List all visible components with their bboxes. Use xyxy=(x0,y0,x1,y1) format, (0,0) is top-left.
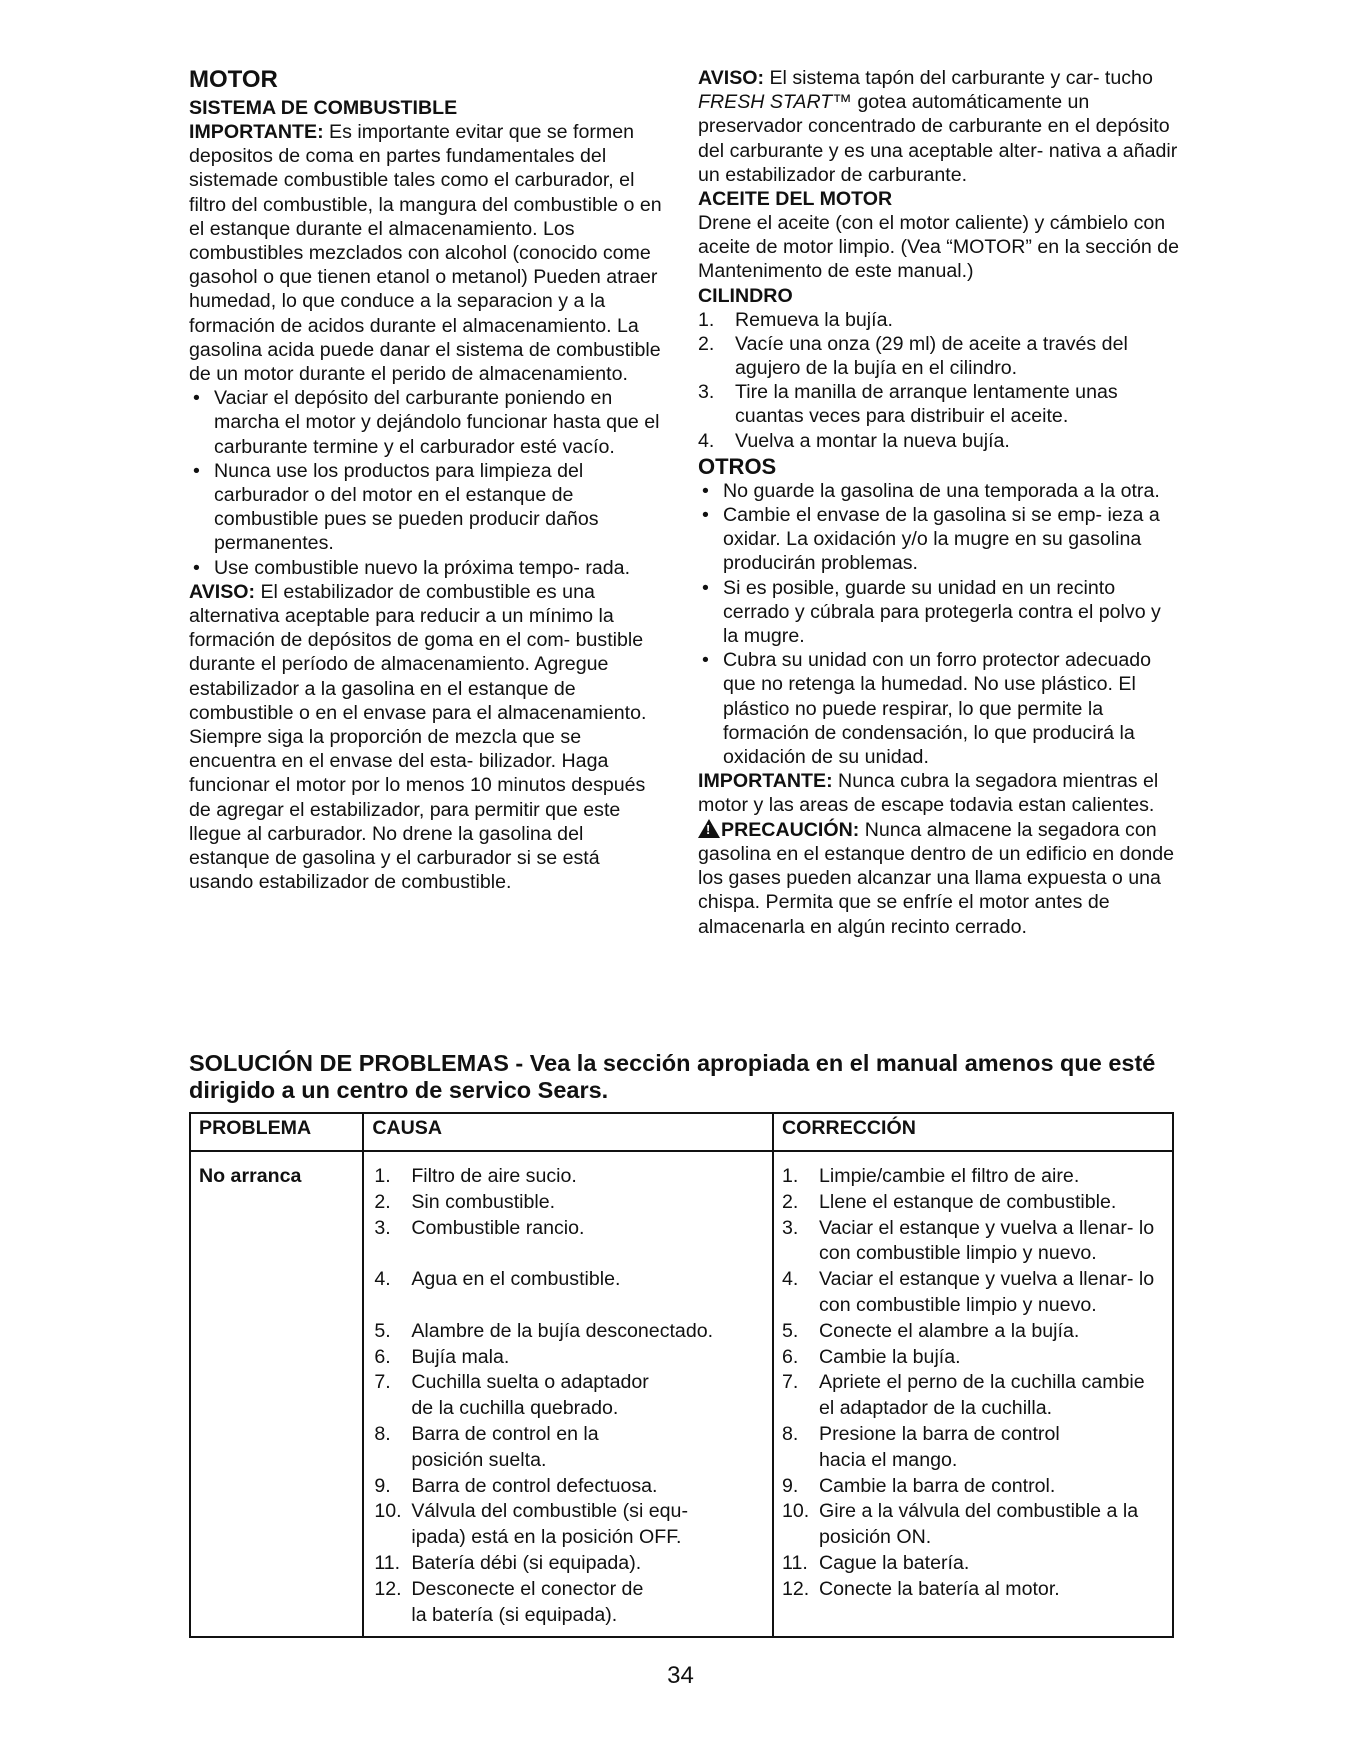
item-text: Limpie/cambie el filtro de aire. xyxy=(819,1165,1080,1187)
step-number: 1. xyxy=(698,308,715,331)
important-text: Es importante evitar que se formen depositos de coma en partes fundamentales del sistemade combustible tales como el carburador, el filtro del combustible, la mangura del combustible o en el estanque durante el almacenamiento. Los combustibles mezclados con alcohol (conocido come gasohol o que tienen etanol o metanol) Pueden atraer humedad, lo que conduce a la separacion y a la formación de acidos durante el almacenamiento. La gasolina acida puede danar el sistema de combustible de un motor durante el perido de almacenamiento. xyxy=(189,121,662,386)
step-number: 2. xyxy=(698,332,715,355)
list-item: • Cambie el envase de la gasolina si se emp- ieza a oxidar. La oxidación y/o la mugre en su gasolina producirán problemas. xyxy=(698,503,1180,576)
step-text: Vuelva a montar la nueva bujía. xyxy=(735,429,1010,452)
list-item xyxy=(782,1190,1164,1216)
item-text: Barra de control defectuosa. xyxy=(411,1474,658,1497)
otros-heading: OTROS xyxy=(698,453,777,479)
table-row xyxy=(190,1151,1173,1637)
fresh-start-aviso-paragraph xyxy=(698,66,1180,187)
list-item xyxy=(374,1499,741,1551)
item-text: Cambie la barra de control. xyxy=(819,1474,1056,1497)
item-text: Vaciar el estanque y vuelva a llenar- lo con combustible limpio y nuevo. xyxy=(819,1268,1155,1316)
item-text: Cague la batería. xyxy=(819,1551,970,1574)
correction-list xyxy=(782,1164,1164,1603)
list-item xyxy=(782,1551,1164,1577)
list-item xyxy=(374,1190,764,1216)
list-item xyxy=(782,1267,1164,1319)
table-header-row xyxy=(190,1113,1173,1151)
item-number: 11. xyxy=(782,1551,808,1574)
item-number: 12. xyxy=(782,1577,810,1600)
aviso-label: AVISO: xyxy=(189,580,256,603)
item-number: 10. xyxy=(782,1500,810,1523)
engine-oil-heading: ACEITE DEL MOTOR xyxy=(698,188,893,211)
fuel-important-paragraph xyxy=(189,120,669,386)
item-number: 4. xyxy=(782,1268,799,1291)
troubleshooting-table xyxy=(189,1112,1174,1638)
item-number: 10. xyxy=(374,1500,402,1523)
item-text: Apriete el perno de la cuchilla cambie el adaptador de la cuchilla. xyxy=(819,1371,1145,1420)
item-text: Cuchilla suelta o adaptador de la cuchilla quebrado. xyxy=(411,1371,649,1420)
item-text: Conecte la batería al motor. xyxy=(819,1577,1060,1600)
list-item xyxy=(698,380,1180,428)
list-item xyxy=(698,308,1180,332)
item-text: Filtro de aire sucio. xyxy=(411,1165,577,1187)
item-number: 11. xyxy=(374,1551,401,1574)
item-text: Válvula del combustible (si equ- ipada) está en la posición OFF. xyxy=(411,1500,688,1549)
left-column xyxy=(189,66,669,895)
item-text: Vaciar el estanque y vuelva a llenar- lo con combustible limpio y nuevo. xyxy=(819,1216,1155,1265)
precaution-paragraph xyxy=(698,818,1180,939)
item-number: 6. xyxy=(374,1345,391,1368)
step-text: Vacíe una onza (29 ml) de aceite a través del agujero de la bujía en el cilindro. xyxy=(735,332,1128,380)
list-item xyxy=(782,1474,1164,1500)
list-item xyxy=(374,1345,764,1371)
correction-cell xyxy=(773,1151,1173,1637)
aviso-text: El estabilizador de combustible es una alternativa aceptable para reducir a un mínimo la formación de depósitos de goma en el com- bustible durante el período de almacenamiento. Agregue estabilizador a la gasolina en el estanque de combustible o en el envase para el almacenamiento. Siempre siga la proporción de mezcla que se encuentra en el envase del esta- bilizador. Haga funcionar el motor por lo menos 10 minutos después de agregar el estabilizador, para permitir que este llegue al carburador. No drene la gasolina del estanque de gasolina y el carburador si se está usando estabilizador de combustible. xyxy=(189,580,647,894)
list-item: • Cubra su unidad con un forro protector adecuado que no retenga la humedad. No use plástico. El plástico no puede respirar, lo que permite la formación de condensación, lo que producirá la oxidación de su unidad. xyxy=(698,648,1180,769)
item-number: 2. xyxy=(374,1190,391,1213)
step-text: Remueva la bujía. xyxy=(735,308,893,331)
cause-list xyxy=(374,1164,764,1628)
list-item xyxy=(374,1551,764,1577)
right-column xyxy=(698,66,1180,939)
item-text: Alambre de la bujía desconectado. xyxy=(411,1319,714,1342)
item-text: Presione la barra de control hacia el mango. xyxy=(819,1422,1060,1471)
fuel-system-heading: SISTEMA DE COMBUSTIBLE xyxy=(189,97,458,119)
item-text: Combustible rancio. xyxy=(411,1216,585,1239)
motor-heading: MOTOR xyxy=(189,66,278,93)
fuel-bullet-list xyxy=(189,386,669,580)
list-item xyxy=(782,1345,1164,1371)
aviso-label: AVISO: xyxy=(698,67,765,89)
important-text: Nunca cubra la segadora mientras el motor y las areas de escape todavia estan calientes. xyxy=(698,770,1159,817)
step-number: 4. xyxy=(698,429,715,452)
list-item xyxy=(374,1474,764,1500)
list-item: • Use combustible nuevo la próxima tempo- rada. xyxy=(189,556,669,580)
item-number: 8. xyxy=(374,1422,391,1445)
list-item: • Si es posible, guarde su unidad en un recinto cerrado y cúbrala para protegerla contra el polvo y la mugre. xyxy=(698,576,1180,649)
item-number: 5. xyxy=(374,1319,391,1342)
item-text: Batería débi (si equipada). xyxy=(411,1551,642,1574)
cylinder-heading: CILINDRO xyxy=(698,284,793,307)
important-label: IMPORTANTE: xyxy=(698,770,833,793)
list-item xyxy=(374,1164,764,1190)
list-item xyxy=(782,1499,1139,1551)
list-item xyxy=(374,1577,656,1629)
precaution-text: Nunca almacene la segadora con gasolina en el estanque dentro de un edificio en donde los gases pueden alcanzar una llama expuesta o una chispa. Permita que se enfríe el motor antes de almacenarla en algún recinto cerrado. xyxy=(698,818,1175,938)
important-paragraph xyxy=(698,769,1180,817)
precaution-label: PRECAUCIÓN: xyxy=(721,818,860,841)
list-item xyxy=(782,1319,1164,1345)
step-text: Tire la manilla de arranque lentamente unas cuantas veces para distribuir el aceite. xyxy=(735,381,1118,428)
item-text: Bujía mala. xyxy=(411,1345,510,1368)
list-item: • Nunca use los productos para limpieza del carburador o del motor en el estanque de combustible pues se pueden producir daños permanentes. xyxy=(189,459,669,556)
list-item xyxy=(374,1422,621,1474)
problem-cell: No arranca xyxy=(190,1151,363,1637)
item-text: Gire a la válvula del combustible a la posición ON. xyxy=(819,1500,1139,1549)
step-number: 3. xyxy=(698,381,715,404)
list-item xyxy=(698,429,1180,453)
cylinder-steps xyxy=(698,308,1180,453)
item-text: Agua en el combustible. xyxy=(411,1268,621,1291)
page-number: 34 xyxy=(667,1662,694,1689)
list-item xyxy=(698,332,1180,380)
aviso-text-before: El sistema tapón del carburante y car- tucho xyxy=(764,67,1153,89)
column-header-correction: CORRECCIÓN xyxy=(773,1113,1173,1151)
item-number: 6. xyxy=(782,1345,799,1368)
item-text: Barra de control en la posición suelta. xyxy=(411,1422,599,1471)
fresh-start-brand: FRESH START™ xyxy=(698,91,852,114)
item-number: 7. xyxy=(374,1371,391,1394)
item-text: Desconecte el conector de la batería (si equipada). xyxy=(411,1577,644,1626)
item-number: 7. xyxy=(782,1371,799,1394)
list-item xyxy=(782,1216,1164,1268)
item-number: 3. xyxy=(374,1216,391,1239)
list-item: • Vaciar el depósito del carburante poniendo en marcha el motor y dejándolo funcionar hasta que el carburante termine y el carburador esté vacío. xyxy=(189,386,669,459)
list-item xyxy=(374,1216,764,1268)
item-number: 5. xyxy=(782,1319,799,1342)
item-number: 1. xyxy=(374,1165,391,1187)
item-number: 8. xyxy=(782,1422,799,1445)
important-label: IMPORTANTE: xyxy=(189,121,324,143)
list-item xyxy=(374,1319,764,1345)
item-text: Sin combustible. xyxy=(411,1190,556,1213)
column-header-problem: PROBLEMA xyxy=(190,1113,363,1151)
troubleshooting-title: SOLUCIÓN DE PROBLEMAS - Vea la sección apropiada en el manual amenos que esté dirigido a un centro de servico Sears. xyxy=(189,1050,1156,1103)
list-item xyxy=(374,1370,651,1422)
item-text: Conecte el alambre a la bujía. xyxy=(819,1319,1080,1342)
list-item xyxy=(782,1370,1164,1422)
item-number: 9. xyxy=(374,1474,391,1497)
list-item xyxy=(782,1577,1164,1603)
engine-oil-paragraph: Drene el aceite (con el motor caliente) y cámbielo con aceite de motor limpio. (Vea “MOTOR” en la sección de Mantenimento de este manual.) xyxy=(698,212,1179,283)
item-text: Llene el estanque de combustible. xyxy=(819,1190,1117,1213)
otros-bullet-list xyxy=(698,479,1180,769)
aviso-text-after: gotea automáticamente un preservador concentrado de carburante en el depósito del carburante y es una aceptable alter- nativa a añadir un estabilizador de carburante. xyxy=(698,91,1178,186)
column-header-cause: CAUSA xyxy=(363,1113,773,1151)
item-number: 4. xyxy=(374,1268,391,1291)
item-number: 9. xyxy=(782,1474,799,1497)
stabilizer-aviso-paragraph xyxy=(189,580,669,895)
list-item xyxy=(782,1422,1104,1474)
item-number: 1. xyxy=(782,1165,799,1187)
item-text: Cambie la bujía. xyxy=(819,1345,961,1368)
warning-icon xyxy=(698,819,720,838)
item-number: 2. xyxy=(782,1190,799,1213)
cause-cell xyxy=(363,1151,773,1637)
list-item xyxy=(782,1164,1164,1190)
list-item: • No guarde la gasolina de una temporada a la otra. xyxy=(698,479,1180,503)
item-number: 12. xyxy=(374,1577,402,1600)
list-item xyxy=(374,1267,764,1319)
item-number: 3. xyxy=(782,1216,799,1239)
